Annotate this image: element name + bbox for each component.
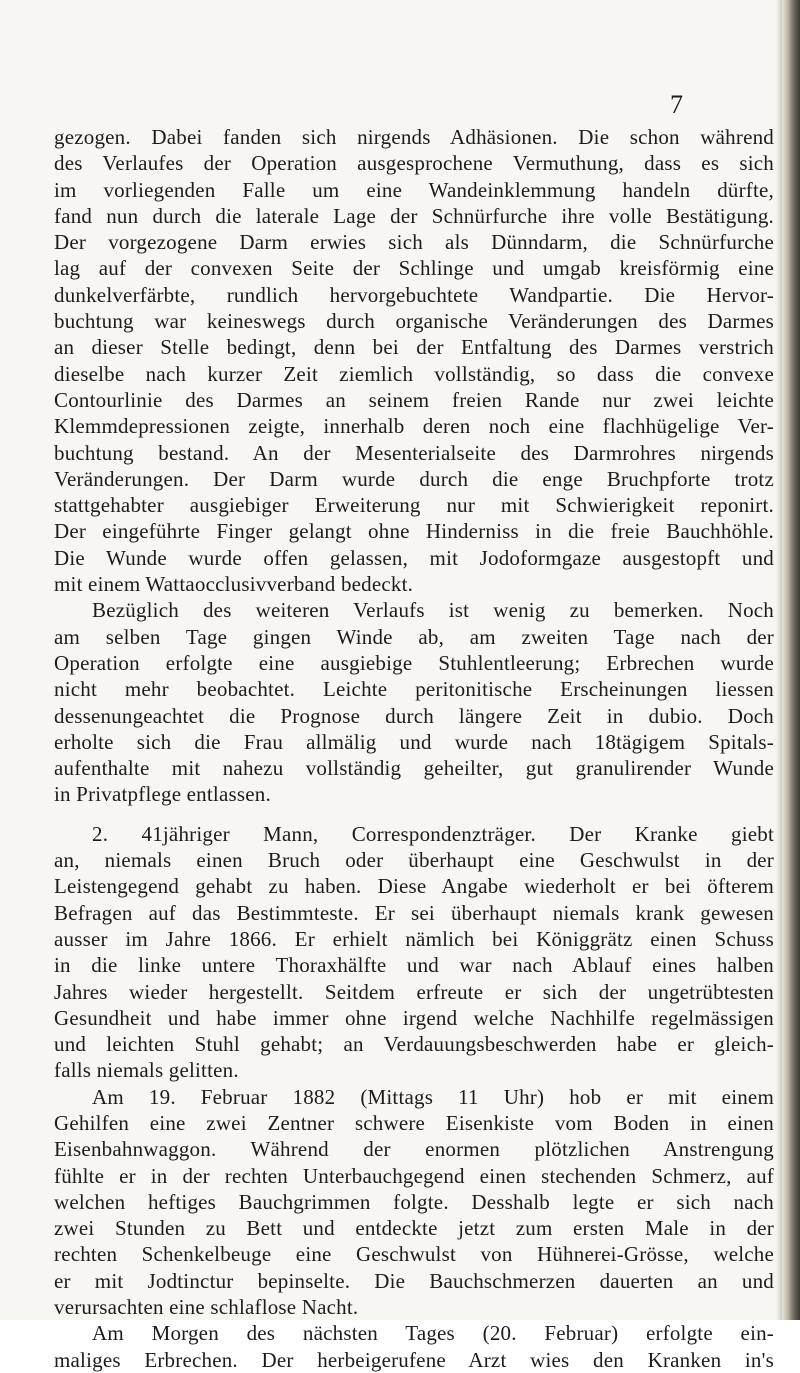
text-line: Der vorgezogene Darm erwies sich als Dünndarm, die Schnürfurche — [54, 230, 774, 255]
text-line: nicht mehr beobachtet. Leichte peritonitische Erscheinungen liessen — [54, 677, 774, 702]
text-line: Jahres wieder hergestellt. Seitdem erfreute er sich der ungetrübtesten — [54, 979, 774, 1004]
text-line: Gesundheit und habe immer ohne irgend welche Nachhilfe regelmässigen — [54, 1005, 774, 1030]
text-line: er mit Jodtinctur bepinselte. Die Bauchschmerzen dauerten an und — [54, 1268, 774, 1293]
text-line: fand nun durch die laterale Lage der Schnürfurche ihre volle Bestätigung. — [54, 203, 774, 228]
text-line: Eisenbahnwaggon. Während der enormen plötzlichen Anstrengung — [54, 1137, 774, 1162]
text-line: Bezüglich des weiteren Verlaufs ist wenig zu bemerken. Noch — [92, 598, 774, 623]
text-line: an dieser Stelle bedingt, denn bei der Entfaltung des Darmes verstrich — [54, 335, 774, 360]
text-line: in die linke untere Thoraxhälfte und war nach Ablauf eines halben — [54, 953, 774, 978]
text-line: dieselbe nach kurzer Zeit ziemlich vollständig, so dass die convexe — [54, 361, 774, 386]
text-line: lag auf der convexen Seite der Schlinge und umgab kreisförmig eine — [54, 256, 774, 281]
text-line: und leichten Stuhl gehabt; an Verdauungsbeschwerden habe er gleich- — [54, 1032, 774, 1057]
text-line: Am 19. Februar 1882 (Mittags 11 Uhr) hob er mit einem — [92, 1084, 774, 1109]
text-line: 2. 41jähriger Mann, Correspondenzträger. Der Kranke giebt — [92, 821, 774, 846]
text-line: Klemmdepressionen zeigte, innerhalb deren noch eine flachhügelige Ver- — [54, 414, 774, 439]
text-line: maliges Erbrechen. Der herbeigerufene Arzt wies den Kranken in's — [54, 1347, 774, 1372]
text-line: ausser im Jahre 1866. Er erhielt nämlich bei Königgrätz einen Schuss — [54, 926, 774, 951]
text-line: am selben Tage gingen Winde ab, am zweiten Tage nach der — [54, 624, 774, 649]
text-line: gezogen. Dabei fanden sich nirgends Adhäsionen. Die schon während — [54, 125, 774, 149]
text-line: erholte sich die Frau allmälig und wurde nach 18tägigem Spitals- — [54, 729, 774, 754]
text-line: Veränderungen. Der Darm wurde durch die enge Bruchpforte trotz — [54, 466, 774, 491]
text-line: im vorliegenden Falle um eine Wandeinklemmung handeln dürfte, — [54, 177, 774, 202]
text-line: buchtung war keineswegs durch organische Veränderungen des Darmes — [54, 309, 774, 334]
page-number: 7 — [670, 90, 683, 119]
text-line: rechten Schenkelbeuge eine Geschwulst von Hühnerei-Grösse, welche — [54, 1242, 774, 1267]
text-line: verursachten eine schlaflose Nacht. — [54, 1295, 359, 1320]
text-line: falls niemals gelitten. — [54, 1058, 239, 1083]
text-line: Leistengegend gehabt zu haben. Diese Angabe wiederholt er bei öfterem — [54, 874, 774, 899]
text-line: aufenthalte mit nahezu vollständig geheilter, gut granulirender Wunde — [54, 756, 774, 781]
text-line: an, niemals einen Bruch oder überhaupt eine Geschwulst in der — [54, 848, 774, 873]
text-line: Operation erfolgte eine ausgiebige Stuhlentleerung; Erbrechen wurde — [54, 650, 774, 675]
text-line: buchtung bestand. An der Mesenterialseite des Darmrohres nirgends — [54, 440, 774, 465]
text-line: Gehilfen eine zwei Zentner schwere Eisenkiste vom Boden in einen — [54, 1110, 774, 1135]
text-line: Die Wunde wurde offen gelassen, mit Jodoformgaze ausgestopft und — [54, 545, 774, 570]
text-line: fühlte er in der rechten Unterbauchgegend einen stechenden Schmerz, auf — [54, 1163, 774, 1188]
text-line: Der eingeführte Finger gelangt ohne Hinderniss in die freie Bauchhöhle. — [54, 519, 774, 544]
text-line: zwei Stunden zu Bett und entdeckte jetzt zum ersten Male in der — [54, 1216, 774, 1241]
body-text — [54, 124, 774, 1373]
text-line: stattgehabter ausgiebiger Erweiterung nur mit Schwierigkeit reponirt. — [54, 493, 774, 518]
text-line: dessenungeachtet die Prognose durch längere Zeit in dubio. Doch — [54, 703, 774, 728]
text-line: Am Morgen des nächsten Tages (20. Februar) erfolgte ein- — [92, 1321, 774, 1346]
text-line: welchen heftiges Bauchgrimmen folgte. Desshalb legte er sich nach — [54, 1189, 774, 1214]
text-line: in Privatpflege entlassen. — [54, 782, 271, 807]
page-edge — [782, 0, 800, 1320]
text-line: dunkelverfärbte, rundlich hervorgebuchtete Wandpartie. Die Hervor- — [54, 282, 774, 307]
text-line: mit einem Wattaocclusivverband bedeckt. — [54, 572, 414, 597]
text-line: Contourlinie des Darmes an seinem freien Rande nur zwei leichte — [54, 387, 774, 412]
text-line: des Verlaufes der Operation ausgesprochene Vermuthung, dass es sich — [54, 151, 774, 176]
text-line: Befragen auf das Bestimmteste. Er sei überhaupt niemals krank gewesen — [54, 900, 774, 925]
